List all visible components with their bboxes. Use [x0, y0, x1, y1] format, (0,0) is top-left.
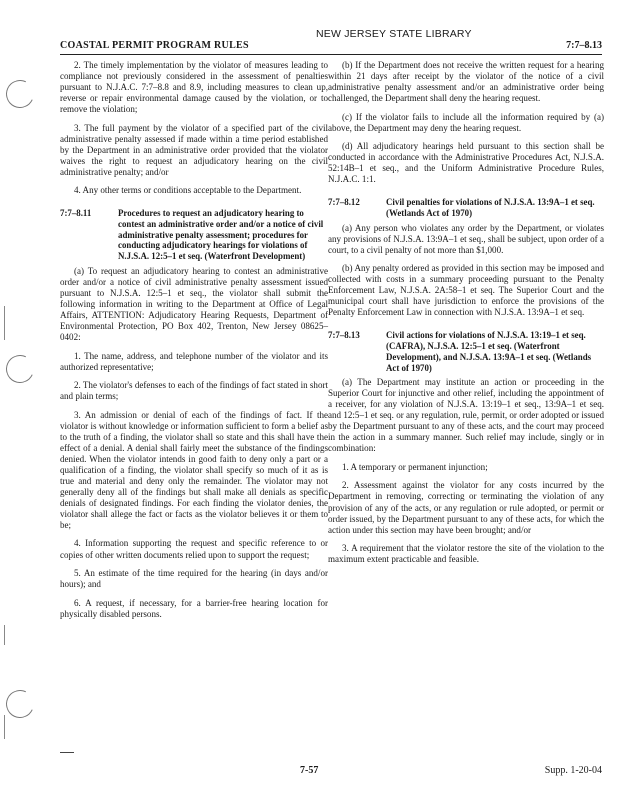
- section-title: Civil actions for violations of N.J.S.A. 13:19–1 et seq. (CAFRA), N.J.S.A. 12:5–1 et seq. (Waterfront Development), and N.J.S.A. 13:9A–1 et seq. (Wetlands Act of 1970): [386, 330, 592, 373]
- punch-hole-mark-middle: [2, 351, 38, 387]
- punch-hole-mark-top: [2, 76, 38, 112]
- page-number: 7-57: [300, 765, 319, 776]
- supplement-date: Supp. 1-20-04: [544, 765, 602, 776]
- paragraph: 6. A request, if necessary, for a barrier-free hearing location for physically disabled persons.: [60, 597, 328, 619]
- section-range: 7:7–8.13: [566, 40, 602, 51]
- paragraph: 3. The full payment by the violator of a specified part of the civil administrative penalty assessed if made within a time period established by the Department in an administrative order provided that the violator waives the right to request an adjudicatory hearing on the civil administrative penalty; and/or: [60, 122, 328, 177]
- margin-tick: [4, 625, 5, 645]
- running-title: COASTAL PERMIT PROGRAM RULES: [60, 40, 249, 51]
- section-heading-7-7-8-13: [328, 330, 604, 373]
- section-number: 7:7–8.12: [328, 197, 360, 208]
- footer-rule: [60, 752, 74, 753]
- section-heading-7-7-8-11: [60, 208, 328, 261]
- paragraph: 4. Any other terms or conditions acceptable to the Department.: [74, 185, 302, 196]
- library-stamp: NEW JERSEY STATE LIBRARY: [316, 28, 472, 40]
- paragraph: (a) Any person who violates any order by the Department, or violates any provisions of N.J.S.A. 13:9A–1 et seq., shall be subject, upon order of a court, to a civil penalty of not more than $1,000.: [328, 222, 604, 255]
- paragraph: 3. A requirement that the violator restore the site of the violation to the maximum extent practicable and feasible.: [328, 543, 604, 565]
- paragraph: 5. An estimate of the time required for the hearing (in days and/or hours); and: [60, 568, 328, 590]
- left-column: [60, 60, 328, 627]
- section-title: Procedures to request an adjudicatory hearing to contest an administrative order and/or a notice of civil administrative penalty assessment; procedures for conducting adjudicatory hearings for violations of N.J.S.A. 12:5–1 et seq. (Waterfront Development): [118, 208, 324, 262]
- paragraph: (c) If the violator fails to include all the information required by (a) above, the Department may deny the hearing request.: [328, 111, 604, 133]
- paragraph: 2. The timely implementation by the violator of measures leading to compliance not previously considered in the assessment of penalties pursuant to N.J.A.C. 7:7–8.8 and 8.9, including measures to clean up, reverse or repair environmental damage caused by the violation, or to remove the violation;: [60, 60, 328, 115]
- right-column: [328, 60, 604, 573]
- paragraph: (b) Any penalty ordered as provided in this section may be imposed and collected with costs in a summary proceeding pursuant to the Penalty Enforcement Law, N.J.S.A. 2A:58–1 et seq. The Superior Court and the municipal court shall have jurisdiction to enforce the provisions of the Penalty Enforcement Law in connection with N.J.S.A. 13:9A–1 et seq.: [328, 263, 604, 318]
- margin-tick: [4, 306, 5, 340]
- paragraph: (d) All adjudicatory hearings held pursuant to this section shall be conducted in accordance with the Administrative Procedures Act, N.J.S.A. 52:14B–1 et seq., and the Uniform Administrative Procedure Rules, N.J.A.C. 1:1.: [328, 141, 604, 185]
- paragraph: 2. The violator's defenses to each of the findings of fact stated in short and plain terms;: [60, 380, 328, 402]
- paragraph: (a) The Department may institute an action or proceeding in the Superior Court for injunctive and other relief, including the appointment of a receiver, for any violation of N.J.S.A. 13:19–1 et seq., 13:9A–1 et seq. and 12:5–1 et seq. or any regulation, rule, permit, or order adopted or issued by the Department pursuant to any of these acts, and the court may proceed in the action in a summary manner. Such relief may include, singly or in combination:: [328, 377, 604, 454]
- paragraph: (a) To request an adjudicatory hearing to contest an administrative order and/or a notice of civil administrative penalty assessment issued pursuant to N.J.S.A. 12:5–1 et seq., the violator shall submit the following information in writing to the Department at Office of Legal Affairs, ATTENTION: Adjudicatory Hearing Requests, Department of Environmental Protection, PO Box 402, Trenton, New Jersey 08625–0402:: [60, 265, 328, 342]
- paragraph: 1. A temporary or permanent injunction;: [342, 461, 488, 472]
- paragraph: (b) If the Department does not receive the written request for a hearing within 21 days after receipt by the violator of the notice of a civil administrative penalty assessment and/or an administrative order being challenged, the Department shall deny the hearing request.: [328, 60, 604, 104]
- margin-tick: [4, 715, 5, 739]
- paragraph: 2. Assessment against the violator for any costs incurred by the Department in removing, correcting or terminating the violation of any provision of any of the acts, or any regulation or rule adopted, or permit or order issued, by the Department pursuant to any of these acts, for which the action under this section may have been brought; and/or: [328, 480, 604, 535]
- paragraph: 1. The name, address, and telephone number of the violator and its authorized representative;: [60, 350, 328, 372]
- punch-hole-mark-bottom: [2, 686, 38, 722]
- paragraph: 3. An admission or denial of each of the findings of fact. If the violator is without knowledge or information sufficient to form a belief as to the truth of a finding, the violator shall so state and this shall have the effect of a denial. A denial shall fairly meet the substance of the findings denied. When the violator intends in good faith to deny only a part or a qualification of a finding, the violator shall specify so much of it as is true and material and deny only the remainder. The violator may not generally deny all of the findings but shall make all denials as specific denials of designated findings. For each finding the violator denies, the violator shall allege the fact or facts as the violator believes it or them to be;: [60, 409, 328, 530]
- section-number: 7:7–8.11: [60, 208, 92, 219]
- section-number: 7:7–8.13: [328, 330, 360, 341]
- paragraph: 4. Information supporting the request and specific reference to or copies of other written documents relied upon to support the request;: [60, 538, 328, 560]
- page-header: [60, 28, 602, 55]
- section-heading-7-7-8-12: [328, 197, 604, 218]
- section-title: Civil penalties for violations of N.J.S.A. 13:9A–1 et seq. (Wetlands Act of 1970): [386, 197, 595, 218]
